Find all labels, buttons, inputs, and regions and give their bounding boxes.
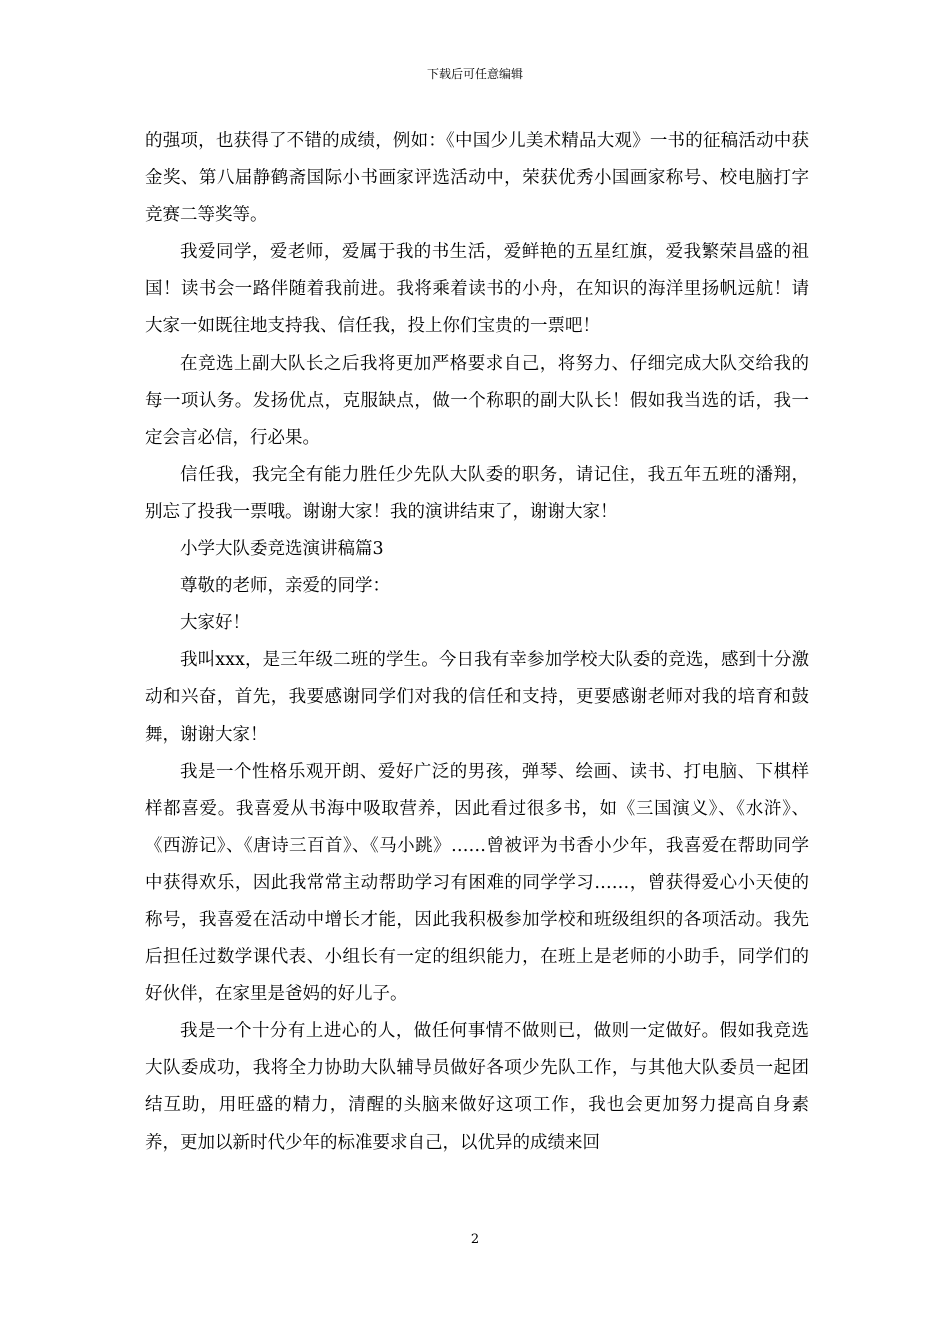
salutation: 尊敬的老师，亲爱的同学： [180,576,390,597]
paragraph: 我爱同学，爱老师，爱属于我的书生活，爱鲜艳的五星红旗，爱我繁荣昌盛的祖国！读书会一路伴随着我前进。我将乘着读书的小舟，在知识的海洋里扬帆远航！请大家一如既往地支持我、信任我，投上你们宝贵的一票吧！ [145,242,809,337]
paragraph: 信任我，我完全有能力胜任少先队大队委的职务，请记住，我五年五班的潘翔，别忘了投我一票哦。谢谢大家！我的演讲结束了，谢谢大家！ [145,464,809,522]
page-header: 下载后可任意编辑 [426,67,523,81]
paragraph: 我叫xxx，是三年级二班的学生。今日我有幸参加学校大队委的竞选，感到十分激动和兴奋，首先，我要感谢同学们对我的信任和支持，更要感谢老师对我的培育和鼓舞，谢谢大家！ [145,650,809,745]
paragraph: 我是一个性格乐观开朗、爱好广泛的男孩，弹琴、绘画、读书、打电脑、下棋样样都喜爱。我喜爱从书海中吸取营养，因此看过很多书，如《三国演义》、《水浒》、《西游记》、《唐诗三百首》、《马小跳》……曾被评为书香小少年，我喜爱在帮助同学中获得欢乐，因此我常常主动帮助学习有困难的同学学习……，曾获得爱心小天使的称号，我喜爱在活动中增长才能，因此我积极参加学校和班级组织的各项活动。我先后担任过数学课代表、小组长有一定的组织能力，在班上是老师的小助手，同学们的好伙伴，在家里是爸妈的好儿子。 [145,761,809,1005]
paragraph: 在竞选上副大队长之后我将更加严格要求自己，将努力、仔细完成大队交给我的每一项认务。发扬优点，克服缺点，做一个称职的副大队长！假如我当选的话，我一定会言必信，行必果。 [145,353,809,448]
paragraph: 我是一个十分有上进心的人，做任何事情不做则已，做则一定做好。假如我竞选大队委成功，我将全力协助大队辅导员做好各项少先队工作，与其他大队委员一起团结互助，用旺盛的精力，清醒的头脑来做好这项工作，我也会更加努力提高自身素养，更加以新时代少年的标准要求自己，以优异的成绩来回 [145,1021,809,1153]
page-number: 2 [470,1232,480,1247]
greeting: 大家好！ [180,613,250,634]
paragraph: 的强项，也获得了不错的成绩，例如：《中国少儿美术精品大观》一书的征稿活动中获金奖、第八届静鹤斋国际小书画家评选活动中，荣获优秀小国画家称号、校电脑打字竞赛二等奖等。 [145,131,809,226]
document-body [145,123,809,1162]
section-title: 小学大队委竞选演讲稿篇3 [180,539,384,560]
